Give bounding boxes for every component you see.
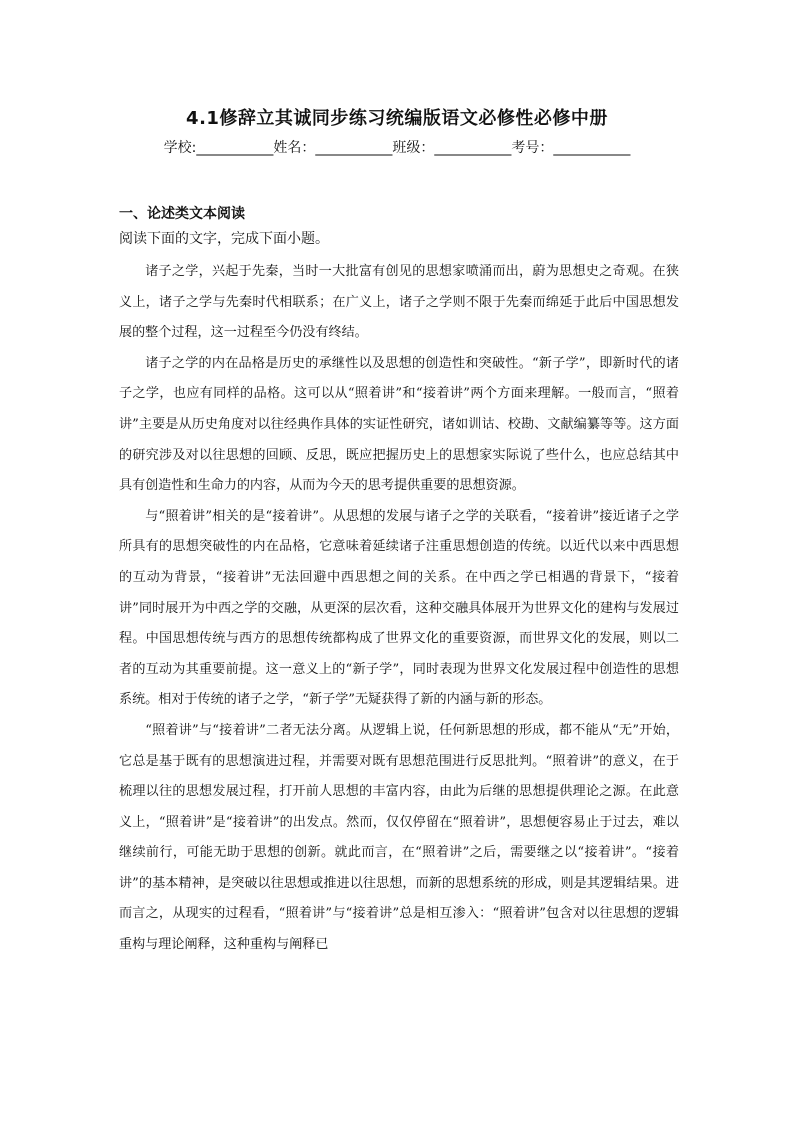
passage-paragraph-3: 与“照着讲”相关的是“接着讲”。从思想的发展与诸子之学的关联看，“接着讲”接近诸子之学所具有的思想突破性的内在品格，它意味着延续诸子注重思想创造的传统。以近代以来中西思想的互动为背景，“接着讲”无法回避中西思想之间的关系。在中西之学已相遇的背景下，“接着讲”同时展开为中西之学的交融，从更深的层次看，这种交融具体展开为世界文化的建构与发展过程。中国思想传统与西方的思想传统都构成了世界文化的重要资源，而世界文化的发展，则以二者的互动为其重要前提。这一意义上的“新子学”，同时表现为世界文化发展过程中创造性的思想系统。相对于传统的诸子之学，“新子学”无疑获得了新的内涵与新的形态。 [119, 508, 679, 708]
reading-instruction: 阅读下面的文字，完成下面小题。 [119, 231, 329, 247]
reading-passage [119, 257, 679, 961]
passage-paragraph-2: 诸子之学的内在品格是历史的承继性以及思想的创造性和突破性。“新子学”，即新时代的诸子之学，也应有同样的品格。这可以从“照着讲”和“接着讲”两个方面来理解。一般而言，“照着讲”主要是从历史角度对以往经典作具体的实证性研究，诸如训诂、校勘、文献编纂等等。这方面的研究涉及对以往思想的回顾、反思，既应把握历史上的思想家实际说了些什么，也应总结其中具有创造性和生命力的内容，从而为今天的思考提供重要的思想资源。 [119, 355, 679, 494]
passage-paragraph-4: “照着讲”与“接着讲”二者无法分离。从逻辑上说，任何新思想的形成，都不能从“无”开始，它总是基于既有的思想演进过程，并需要对既有思想范围进行反思批判。“照着讲”的意义，在于梳理以往的思想发展过程，打开前人思想的丰富内容，由此为后继的思想提供理论之源。在此意义上，“照着讲”是“接着讲”的出发点。然而，仅仅停留在“照着讲”，思想便容易止于过去，难以继续前行，可能无助于思想的创新。就此而言，在“照着讲”之后，需要继之以“接着讲”。“接着讲”的基本精神，是突破以往思想或推进以往思想，而新的思想系统的形成，则是其逻辑结果。进而言之，从现实的过程看，“照着讲”与“接着讲”总是相互渗入：“照着讲”包含对以往思想的逻辑重构与理论阐释，这种重构与阐释已 [119, 722, 679, 953]
passage-paragraph-1: 诸子之学，兴起于先秦，当时一大批富有创见的思想家喷涌而出，蔚为思想史之奇观。在狭义上，诸子之学与先秦时代相联系；在广义上，诸子之学则不限于先秦而绵延于此后中国思想发展的整个过程，这一过程至今仍没有终结。 [119, 264, 679, 341]
student-info-line: 学校:___________姓名：___________班级：___________考号：___________ [163, 140, 631, 156]
section-heading: 一、论述类文本阅读 [119, 206, 245, 222]
document-title: 4.1修辞立其诚同步练习统编版语文必修性必修中册 [186, 108, 608, 129]
